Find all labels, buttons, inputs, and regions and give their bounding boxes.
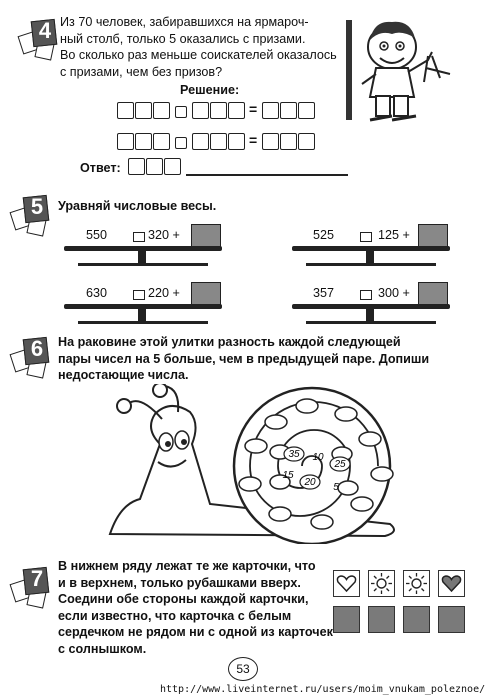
page-number: 53 (236, 662, 250, 676)
answer-cell[interactable] (117, 133, 134, 150)
card-back[interactable] (368, 606, 395, 633)
task-number: 7 (30, 566, 44, 591)
operator-cell[interactable] (175, 137, 187, 149)
scale-left-value: 550 (86, 228, 108, 242)
scale-unknown-weight[interactable] (191, 224, 221, 248)
answer-cell[interactable] (280, 133, 297, 150)
scale-right-value: 300 + (378, 286, 410, 300)
answer-cell[interactable] (135, 133, 152, 150)
task6-line: пары чисел на 5 больше, чем в предыдущей паре. Допиши (58, 351, 430, 366)
scale-pan-marker (133, 232, 145, 242)
page-number-badge (228, 657, 258, 681)
scale-base (78, 263, 208, 266)
task-number-badge-4 (18, 20, 58, 60)
scale-right-value: 320 + (148, 228, 180, 242)
task7-line: Соедини обе стороны каждой карточки, (58, 592, 309, 606)
task6-line: На раковине этой улитки разность каждой следующей (58, 335, 401, 349)
given-number: 5 (333, 482, 339, 493)
answer-cell[interactable] (128, 158, 145, 175)
task4-line: с призами, чем без призов? (60, 64, 223, 79)
answer-cell[interactable] (298, 133, 315, 150)
task4-line: ный столб, только 5 оказались с призами. (60, 31, 306, 46)
given-number: 15 (282, 470, 294, 481)
answer-cell[interactable] (210, 133, 227, 150)
heart-icon (439, 571, 464, 596)
scale-left-value: 525 (313, 228, 335, 242)
scale-right-value: 125 + (378, 228, 410, 242)
scale-unknown-weight[interactable] (418, 224, 448, 248)
answer-label: Ответ: (80, 161, 121, 175)
task7-line: сердечком не рядом ни с одной из карточек (58, 625, 333, 639)
scale-stand (138, 308, 146, 321)
sun-icon (369, 571, 394, 596)
card-back[interactable] (333, 606, 360, 633)
answer-cell[interactable] (298, 102, 315, 119)
card-grey-heart[interactable] (438, 570, 465, 597)
scale-left-value: 630 (86, 286, 108, 300)
task-number: 4 (38, 18, 52, 43)
scale-pan-marker (133, 290, 145, 300)
scale-stand (366, 250, 374, 263)
card-sun[interactable] (403, 570, 430, 597)
equals-sign: = (249, 101, 258, 117)
operator-cell[interactable] (175, 106, 187, 118)
task-number-badge-5 (10, 196, 50, 236)
answer-cell[interactable] (262, 102, 279, 119)
scale-pan-marker (360, 232, 372, 242)
snail-illustration (100, 384, 410, 544)
scale-stand (366, 308, 374, 321)
task-number: 6 (30, 336, 44, 361)
answer-cell[interactable] (262, 133, 279, 150)
answer-cell[interactable] (117, 102, 134, 119)
scale-unknown-weight[interactable] (191, 282, 221, 306)
source-url[interactable]: http://www.liveinternet.ru/users/moim_vnukam_poleznoe/ (160, 684, 486, 695)
task-number-badge-6 (10, 338, 50, 378)
heart-icon (334, 571, 359, 596)
answer-cell[interactable] (192, 133, 209, 150)
scale-pan-marker (360, 290, 372, 300)
boy-illustration (340, 12, 470, 127)
answer-cell[interactable] (135, 102, 152, 119)
task7-line: В нижнем ряду лежат те же карточки, что (58, 559, 316, 573)
task4-text (60, 14, 360, 80)
answer-cell[interactable] (228, 133, 245, 150)
answer-cell[interactable] (210, 102, 227, 119)
card-back[interactable] (438, 606, 465, 633)
answer-cell[interactable] (164, 158, 181, 175)
given-number: 25 (334, 459, 346, 470)
equals-sign: = (249, 132, 258, 148)
task4-line: Во сколько раз меньше соискателей оказалось (60, 48, 337, 62)
answer-underline[interactable] (186, 174, 348, 176)
scale-base (306, 263, 436, 266)
scale-base (306, 321, 436, 324)
task-number: 5 (30, 194, 44, 219)
solution-label: Решение: (180, 83, 240, 97)
answer-cell[interactable] (153, 102, 170, 119)
task7-line: с солнышком. (58, 641, 147, 656)
task7-line: и в верхнем, только рубашками вверх. (58, 575, 301, 590)
scale-base (78, 321, 208, 324)
card-back[interactable] (403, 606, 430, 633)
task5-instruction: Уравняй числовые весы. (58, 199, 217, 213)
task6-text (58, 334, 478, 384)
answer-cell[interactable] (192, 102, 209, 119)
given-number: 10 (312, 452, 324, 463)
scale-stand (138, 250, 146, 263)
card-white-heart[interactable] (333, 570, 360, 597)
answer-cell[interactable] (146, 158, 163, 175)
task6-line: недостающие числа. (58, 368, 189, 382)
sun-icon (404, 571, 429, 596)
given-number: 35 (288, 449, 300, 460)
answer-cell[interactable] (280, 102, 297, 119)
task7-line: если известно, что карточка с белым (58, 608, 292, 623)
given-number: 20 (304, 477, 316, 488)
scale-left-value: 357 (313, 286, 335, 300)
card-sun[interactable] (368, 570, 395, 597)
answer-cell[interactable] (153, 133, 170, 150)
answer-cell[interactable] (228, 102, 245, 119)
scale-unknown-weight[interactable] (418, 282, 448, 306)
task-number-badge-7 (10, 568, 50, 608)
task4-line: Из 70 человек, забиравшихся на ярмароч- (60, 15, 309, 29)
task7-text (58, 558, 333, 657)
scale-right-value: 220 + (148, 286, 180, 300)
